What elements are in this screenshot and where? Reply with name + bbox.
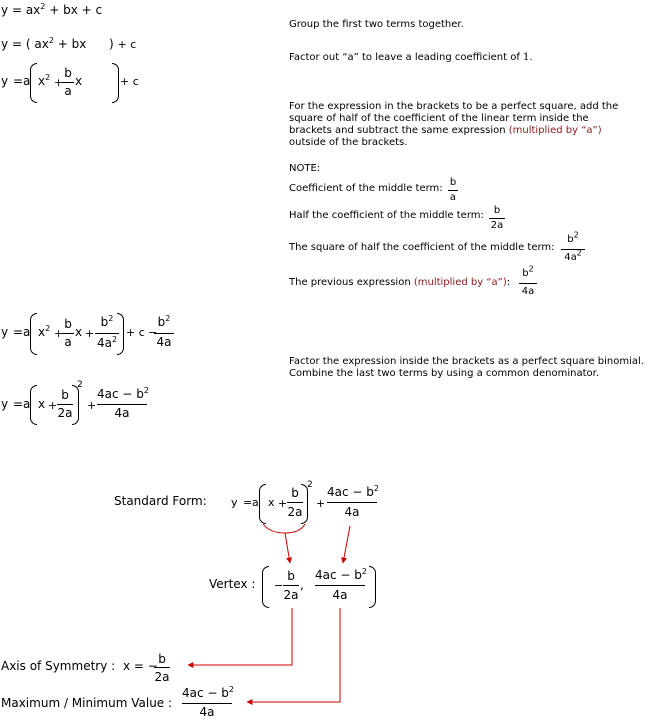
explanation-text: brackets and subtract the same expression xyxy=(289,125,509,136)
outer-exponent: 2 xyxy=(77,380,83,390)
minus-sign: − xyxy=(148,326,158,339)
fraction-numerator: b xyxy=(291,486,299,500)
fraction-denominator: 2a xyxy=(154,670,170,684)
equals-sign: = xyxy=(11,37,22,51)
open-paren: ( xyxy=(25,37,31,51)
b: b xyxy=(100,315,109,329)
plus-sign: + xyxy=(48,399,58,412)
outer-exponent: 2 xyxy=(307,480,313,490)
note-label: Half the coefficient of the middle term: xyxy=(289,210,484,221)
plus-sign: + xyxy=(87,399,97,412)
lhs-y: y xyxy=(1,74,9,88)
arrow-to-vertex-x xyxy=(285,533,290,563)
note-title: NOTE: xyxy=(289,163,321,174)
highlight-multiplied-by-a: (multiplied by “a”) xyxy=(508,125,602,136)
fraction-numerator: b xyxy=(64,317,72,331)
explanation-text: Factor out “a” to leave a leading coefficient of xyxy=(289,52,524,63)
fraction-denominator: 4a xyxy=(521,286,535,297)
arrow-to-vertex-y xyxy=(343,526,350,563)
coefficient-a: a xyxy=(252,496,259,509)
arrow-to-maxmin xyxy=(247,608,340,702)
term-ax: ax xyxy=(34,37,49,51)
fraction-denominator: 2a xyxy=(57,406,73,420)
plus-sign: + xyxy=(316,497,326,510)
fraction-denominator: 2a xyxy=(490,220,504,231)
coefficient-a: a xyxy=(23,397,31,411)
fraction-denominator: 4a xyxy=(156,335,172,349)
explanation-line: square of half of the coefficient of the linear term inside the xyxy=(289,113,589,124)
x-var: x xyxy=(38,325,46,339)
fraction-numerator: b xyxy=(449,177,457,188)
4a: 4a xyxy=(96,336,112,350)
fraction-numerator: b xyxy=(61,388,69,402)
exponent: 2 xyxy=(361,567,367,576)
fraction-numerator: b xyxy=(493,205,501,216)
fraction-denominator: 4a xyxy=(344,505,360,519)
exponent: 2 xyxy=(576,248,582,258)
x-var: x xyxy=(75,74,83,88)
fraction-denominator: a xyxy=(64,84,72,98)
fraction-denominator: 4a xyxy=(332,588,348,602)
explanation-line: Combine the last two terms by using a common denominator. xyxy=(289,368,600,379)
vertex-label: Vertex : xyxy=(209,577,256,591)
fraction-denominator: 2a xyxy=(283,588,299,602)
exponent: 2 xyxy=(108,314,114,323)
lhs-y: y xyxy=(1,3,9,17)
plus-sign: + xyxy=(54,327,64,340)
equals-sign: = xyxy=(13,325,24,339)
plus-c: + c xyxy=(120,75,139,88)
minus-sign: − xyxy=(274,579,284,592)
exponent: 2 xyxy=(373,484,379,493)
lhs-y: y xyxy=(231,496,238,509)
fraction-denominator: 2a xyxy=(287,505,303,519)
lhs-y: y xyxy=(1,397,9,411)
exponent: 2 xyxy=(528,264,534,274)
term-ax: ax xyxy=(25,3,41,17)
highlight-multiplied-by-a: (multiplied by “a”) xyxy=(413,277,507,288)
exponent: 2 xyxy=(143,386,149,395)
4ac-minus-b: 4ac − b xyxy=(97,387,144,401)
4ac-minus-b: 4ac − b xyxy=(327,485,374,499)
4ac-minus-b: 4ac − b xyxy=(315,568,362,582)
x-var: x xyxy=(38,74,46,88)
equals-sign: = xyxy=(13,397,24,411)
exponent: 2 xyxy=(111,335,118,344)
b: b xyxy=(157,315,166,329)
fraction-denominator: 4a xyxy=(114,406,130,420)
plus-c: + c xyxy=(117,38,137,51)
comma: , xyxy=(300,578,304,592)
equals-sign: = xyxy=(11,3,22,17)
period: . xyxy=(529,52,533,63)
explanation-group-terms: Group the first two terms together. xyxy=(289,19,464,30)
b: b xyxy=(567,234,574,245)
equals-sign: = xyxy=(13,74,24,88)
term-bx: + bx xyxy=(53,37,87,51)
explanation-line: For the expression in the brackets to be a perfect square, add the xyxy=(289,101,619,112)
plus-sign: + xyxy=(54,76,64,89)
standard-form-label: Standard Form: xyxy=(114,494,207,508)
fraction-denominator: a xyxy=(64,335,72,349)
exponent: 2 xyxy=(228,685,234,694)
coefficient-a: a xyxy=(23,325,31,339)
note-text: The previous expression xyxy=(289,277,414,288)
exponent: 2 xyxy=(45,324,51,333)
axis-expression: x = − xyxy=(123,659,158,673)
term-rest: + bx + c xyxy=(45,3,103,17)
lhs-y: y xyxy=(1,325,9,339)
fraction-denominator: 4a xyxy=(199,705,215,719)
x-var: x xyxy=(75,325,83,339)
exponent: 2 xyxy=(40,2,46,11)
colon: : xyxy=(506,277,511,288)
plus-sign: + xyxy=(278,497,288,510)
exponent: 2 xyxy=(165,314,171,323)
fraction-denominator: a xyxy=(449,192,457,203)
maxmin-label: Maximum / Minimum Value : xyxy=(1,696,173,710)
number-one: 1 xyxy=(523,52,530,63)
axis-label: Axis of Symmetry : xyxy=(1,659,116,673)
explanation-line: outside of the brackets. xyxy=(289,137,408,148)
note-label: The square of half the coefficient of the middle term: xyxy=(289,242,555,253)
fraction-numerator: b xyxy=(287,569,295,583)
4ac-minus-b: 4ac − b xyxy=(182,686,229,700)
equals-sign: = xyxy=(243,496,253,509)
coefficient-a: a xyxy=(23,74,31,88)
plus-sign: + xyxy=(85,327,95,340)
plus-c: + c xyxy=(126,326,145,339)
exponent: 2 xyxy=(573,230,579,240)
x-var: x xyxy=(38,397,46,411)
note-label: Coefficient of the middle term: xyxy=(289,183,443,194)
b: b xyxy=(522,268,529,279)
explanation-line: Factor the expression inside the brackets as a perfect square binomial. xyxy=(289,356,644,367)
fraction-numerator: b xyxy=(158,652,166,666)
exponent: 2 xyxy=(48,36,54,45)
x-var: x xyxy=(268,496,275,509)
close-paren: ) xyxy=(109,37,114,51)
fraction-numerator: b xyxy=(64,66,72,80)
lhs-y: y xyxy=(1,37,9,51)
brace-under-binomial xyxy=(263,524,305,533)
arrow-to-axis xyxy=(188,608,292,665)
4a: 4a xyxy=(564,252,577,263)
exponent: 2 xyxy=(45,73,51,82)
